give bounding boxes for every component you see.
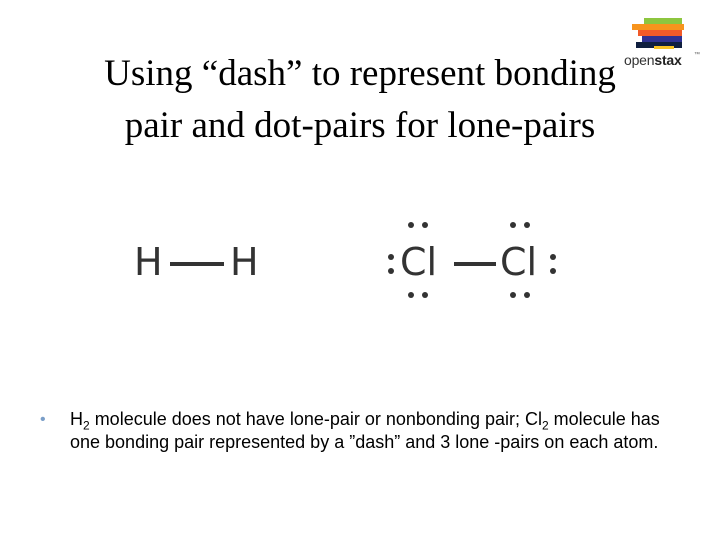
logo-wordmark: openstax — [624, 52, 682, 68]
slide-title — [40, 48, 680, 152]
lone-pair-dot — [550, 254, 556, 260]
lone-pair-dot — [550, 268, 556, 274]
lone-pair-dot — [408, 292, 414, 298]
h-h-bond-dash — [170, 262, 224, 266]
h-atom-left: H — [134, 240, 163, 284]
logo-trademark: ™ — [694, 52, 700, 58]
lone-pair-dot — [388, 254, 394, 260]
logo-bar-6 — [654, 46, 674, 49]
lone-pair-dot — [524, 222, 530, 228]
lone-pair-dot — [408, 222, 414, 228]
title-line-2: pair and dot-pairs for lone-pairs — [124, 105, 596, 146]
lone-pair-dot — [422, 292, 428, 298]
list-item: • $H_2$ molecule does not have lone-pair or nonbonding pair; $Cl_2$ molecule has one bonding pair represented by a ”dash” and 3 lone -pairs on each atom. — [40, 409, 660, 452]
lone-pair-dot — [510, 292, 516, 298]
cl-cl-bond-dash — [454, 262, 496, 266]
lone-pair-dot — [510, 222, 516, 228]
h2-lewis-structure — [128, 232, 278, 292]
cl-atom-right: Cl — [500, 240, 538, 284]
cl2-lewis-structure — [380, 210, 580, 310]
cl-atom-left: Cl — [400, 240, 438, 284]
h-atom-right: H — [230, 240, 259, 284]
openstax-logo — [618, 16, 702, 72]
lone-pair-dot — [524, 292, 530, 298]
lone-pair-dot — [388, 268, 394, 274]
title-line-1: Using “dash” to represent bonding — [104, 53, 616, 94]
lone-pair-dot — [422, 222, 428, 228]
bullet-marker: • — [40, 411, 46, 428]
bullet-list — [40, 408, 680, 454]
